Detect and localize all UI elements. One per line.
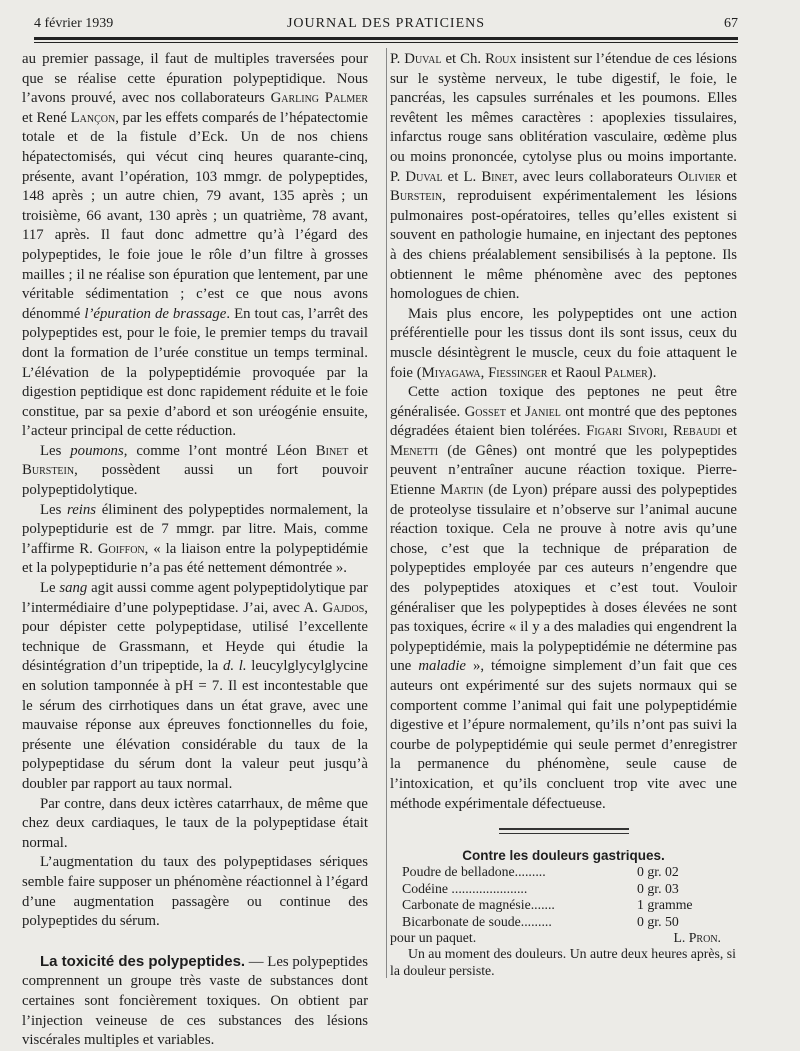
left-paragraph-4 <box>22 579 368 795</box>
author-name: Miyagawa <box>421 364 481 381</box>
text: Cette action toxique des peptones ne peut être généralisée. <box>390 384 737 420</box>
left-paragraph-6: L’augmentation du taux des polypeptidases sériques semble faire supposer un phénomène réactionnel à l’égard d’une augmentation passagère ou continue des polypeptides du sérum. <box>22 854 368 930</box>
text: , « la liaison entre la polypeptidémie et la polypeptidurie n’a pas été nettement démontrée ». <box>22 540 368 577</box>
author-name: Janiel <box>525 403 561 420</box>
emphasis-term: poumons <box>70 442 124 459</box>
text: agit aussi comme agent polypeptidolytique par l’intermédiaire d’une polypeptidase. J’ai, avec A. <box>22 580 368 616</box>
author-name: P. Duval <box>390 51 442 67</box>
text: et <box>721 168 738 185</box>
right-paragraph-2 <box>390 305 737 383</box>
text: Le <box>40 580 60 597</box>
text: Les <box>40 442 71 459</box>
ingredient-dose: 0 gr. 03 <box>637 880 679 896</box>
text: et Ch. <box>441 51 486 67</box>
author-name: Fiessinger <box>488 364 548 381</box>
text: Mais plus encore, les polypeptides ont une action préférentielle pour les tissus dont ils sont issus, ceux du muscle désintègrent le muscle, ceux du foie attaquent le foie ( <box>390 305 737 381</box>
header-date: 4 février 1939 <box>34 16 114 31</box>
prescription-author: L. Pron. <box>673 930 721 946</box>
author-name: Roux <box>485 51 517 67</box>
text: , par les effets comparés de l’hépatectomie totale et de la fistule d’Eck. Un de nos chiens hépatectomisés, qui vécut cinq heures quarante-cinq, présente, avant l’opération, 103 mmgr. de polypeptides, 148 après ; un autre chien, 79 avant, 135 après ; un troisième, 66 avant, 130 après ; un quatrième, 78 avant, 117 après. Il faut donc admettre qu’à l’égard des polypeptides, le foie joue le rôle d’un filtre à grosses mailles ; il ne réalise son épuration que lentement, par une véritable sédimentation ; c’est ce que nous avons dénommé <box>22 109 368 322</box>
column-separator <box>386 48 387 978</box>
text: , possèdent aussi un fort pouvoir polypeptidolytique. <box>22 462 368 499</box>
emphasis-term: l’épuration de brassage <box>84 305 227 322</box>
text: , <box>663 423 674 440</box>
text: Les <box>40 501 68 518</box>
author-name: Gajdos <box>322 599 365 616</box>
text: ). <box>647 364 657 381</box>
text: . En tout cas, l’arrêt des polypeptides est, pour le foie, le premier temps du travail dont la formation de l’urée constitue un temps terminal. L’élévation de la polypeptidémie provoquée par la digestion peptidique est donc rapidement réduite et le foie constitue, par sa pexie d’abord et son uréogénie ensuite, l’acteur principal de cette réduction. <box>22 305 368 440</box>
text: et René <box>22 109 71 126</box>
left-paragraph-1 <box>22 50 368 442</box>
author-name: Rebaudi <box>673 423 721 440</box>
text: , comme l’ont montré Léon <box>123 442 316 459</box>
left-paragraph-2 <box>22 442 368 501</box>
text: , pour dépister cette polypeptidase, utilisé l’excellente technique de Grassmann, et Heyde qui étudie la désintégration d’un tripeptide, la <box>22 599 368 675</box>
page-header <box>34 14 738 34</box>
text: et <box>348 442 368 459</box>
text: et Raoul <box>547 364 605 381</box>
text: et <box>505 403 526 420</box>
text: leucylglycylglycine en solution tamponnée à pH = 7. Il est incontestable que le sérum des cirrhotiques dans un état grave, avec une mauvaise réponse aux épreuves fonctionnelles du foie, présente une élévation considérable du taux de la polypeptidase du sérum dont la valeur peut jusqu’à doubler par rapport au taux normal. <box>22 658 368 792</box>
text: au premier passage, il faut de multiples traversées pour que se réalise cette épuration polypeptidique. Nous l’avons prouvé, avec nos collaborateurs <box>22 51 368 107</box>
author-name: Figari Sivori <box>586 423 664 440</box>
author-name: Lançon <box>70 109 116 126</box>
author-name: Binet <box>315 442 349 459</box>
ingredient-name: Codéine ...................... <box>402 880 528 896</box>
author-name: Burstein <box>390 188 443 205</box>
prescription-title: Contre les douleurs gastriques. <box>462 848 665 863</box>
text: ont montré que des peptones dégradées étaient bien tolérées. <box>390 403 737 440</box>
text: (de Lyon) prépare aussi des polypeptides de proteolyse tissulaire et n’observe sur l’animal aucune réaction toxique. Cela ne prouve à notre avis qu’une chose, c’est que la technique de préparation de polypeptides employée par ces auteurs n’engendre que des polypeptides atoxiques et c’est tout. Vouloir généraliser que les polypeptides à doses élevées ne sont pas toxiques, écrire « il y a des maladies qui engendrent la polypeptidémie, mais la polypeptidémie ne détermine pas une <box>390 482 737 675</box>
ingredient-row <box>402 897 737 913</box>
section-title: La toxicité des polypeptides. <box>40 952 246 970</box>
header-rule-thin <box>34 42 738 43</box>
author-name: Martin <box>440 482 484 499</box>
text: », témoigne simplement d’un fait que ces auteurs ont expérimenté sur des sujets normaux qui se comportent comme l’animal qui fait une polypeptidémie digestive et l’épure normalement, qu’ils n’ont pas suivi la courbe de polypeptidémie qui seule permet d’enregistrer la permanence du phénomène, seule cause de l’intoxication, et qu’ils concluent trop vite avec une méthode expérimentale défectueuse. <box>390 658 737 812</box>
text: et <box>720 423 737 440</box>
text: — Les polypeptides comprennent un groupe très vaste de substances dont certaines sont foncièrement toxiques. On obtient par l’injection veineuse de ces substances des lésions viscérales multiples et variables. <box>22 953 368 1049</box>
ingredient-name: Poudre de belladone......... <box>402 864 546 880</box>
emphasis-term: maladie <box>418 658 466 675</box>
header-rule-thick <box>34 37 738 40</box>
left-paragraph-3 <box>22 501 368 579</box>
right-column <box>390 50 737 814</box>
ingredient-name: Carbonate de magnésie....... <box>402 897 555 913</box>
author-name: Olivier <box>677 168 722 185</box>
author-name: Menetti <box>390 442 439 459</box>
ingredient-name: Bicarbonate de soude......... <box>402 913 552 929</box>
text: , avec leurs collaborateurs <box>513 168 678 185</box>
journal-title: JOURNAL DES PRATICIENS <box>286 16 486 31</box>
prescription-unit: pour un paquet. <box>390 930 477 946</box>
text: et L. <box>442 168 482 185</box>
author-name: Burstein <box>22 462 75 479</box>
text: (de Gênes) ont montré que les polypeptides peuvent n’entraîner aucune réaction toxique. Pierre-Etienne <box>390 442 737 499</box>
emphasis-term: d. l. <box>222 658 247 675</box>
right-paragraph-1 <box>390 50 737 305</box>
author-name: Goiffon <box>97 540 145 557</box>
ingredient-row <box>402 864 737 880</box>
text: insistent sur l’étendue de ces lésions sur le système nerveux, le tube digestif, le foie, le pancréas, les capsules surrénales et les poumons. Elles revêtent les mêmes caractères : apoplexies tissulaires, infarctus rouge sans oblitération vasculaire, œdème plus ou moins prononcée, cytolyse plus ou moins importante. P. <box>390 51 737 185</box>
emphasis-term: reins <box>67 501 97 518</box>
section-toxicite <box>22 952 368 1051</box>
author-name: Gosset <box>464 403 506 420</box>
left-paragraph-5: Par contre, dans deux ictères catarrhaux, de même que chez deux cardiaques, le taux de la polypeptidase était normal. <box>22 795 368 851</box>
text: , reproduisent expérimentalement les lésions pulmonaires post-opératoires, telles qu’elles existent si souvent en pathologie humaine, en injectant des peptones à des chiens préalablement sensibilisés à la peptone. Ils obtiennent le même phénomène avec des peptones homologues de chien. <box>390 188 737 303</box>
ingredient-dose: 0 gr. 02 <box>637 864 679 880</box>
prescription-rule-thin <box>499 833 629 834</box>
ingredient-row <box>402 914 737 930</box>
ingredient-dose: 1 gramme <box>637 897 693 913</box>
page-number: 67 <box>724 16 738 31</box>
text: , <box>480 364 489 381</box>
prescription-note: Un au moment des douleurs. Un autre deux heures après, si la douleur persiste. <box>390 946 736 978</box>
ingredient-row <box>402 881 737 897</box>
text: éliminent des polypeptides normalement, la polypeptidurie est de 7 mmgr. par litre. Mais, comme l’affirme R. <box>22 501 368 557</box>
left-column <box>22 50 368 1051</box>
emphasis-term: sang <box>59 580 88 597</box>
prescription-box <box>390 828 737 979</box>
author-name: Garling Palmer <box>270 90 368 107</box>
ingredient-dose: 0 gr. 50 <box>637 913 679 929</box>
prescription-footer <box>390 930 737 946</box>
right-paragraph-3 <box>390 383 737 814</box>
author-name: Binet <box>481 168 514 185</box>
section-spacer <box>22 932 368 952</box>
author-name: Duval <box>405 168 443 185</box>
prescription-rule-thick <box>499 828 629 830</box>
author-name: Palmer <box>604 364 648 381</box>
